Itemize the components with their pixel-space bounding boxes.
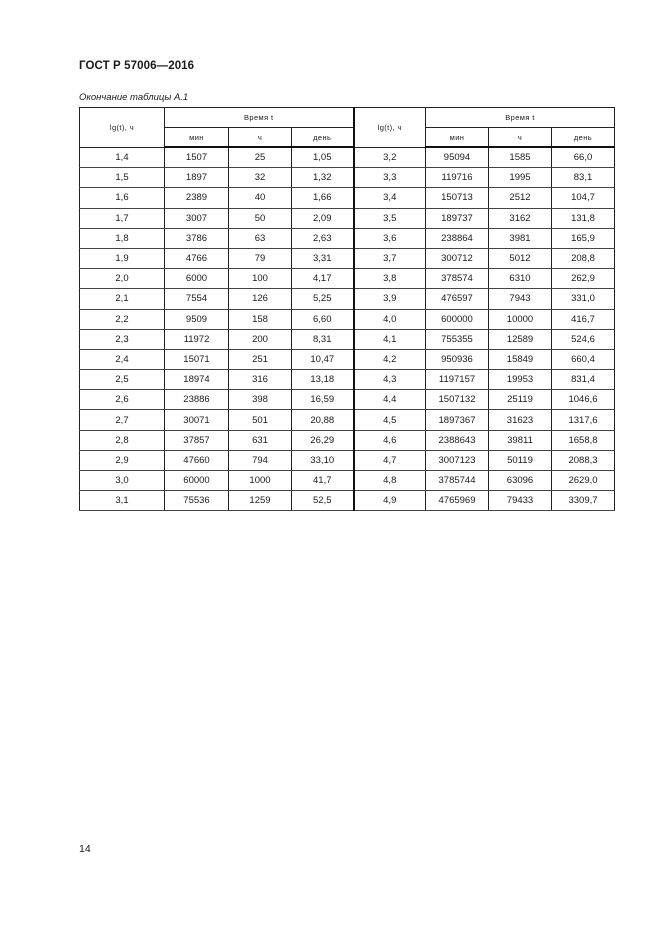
table-cell: 2,0 [80, 269, 165, 289]
table-cell: 41,7 [292, 471, 354, 491]
header-lg-right: lg(t), ч [354, 108, 426, 148]
table-cell: 200 [229, 329, 292, 349]
table-cell: 23886 [165, 390, 229, 410]
table-cell: 16,59 [292, 390, 354, 410]
table-cell: 18974 [165, 370, 229, 390]
table-cell: 4,9 [354, 491, 426, 511]
table-cell: 600000 [426, 309, 489, 329]
table-cell: 1585 [489, 147, 552, 168]
table-cell: 4,2 [354, 349, 426, 369]
table-cell: 4,8 [354, 471, 426, 491]
table-cell: 7943 [489, 289, 552, 309]
table-cell: 238864 [426, 228, 489, 248]
table-cell: 15849 [489, 349, 552, 369]
table-row [80, 410, 615, 430]
table-cell: 37857 [165, 430, 229, 450]
table-cell: 9509 [165, 309, 229, 329]
table-cell: 524,6 [552, 329, 615, 349]
table-cell: 1317,6 [552, 410, 615, 430]
header-min-left: мин [165, 128, 229, 148]
table-cell: 50119 [489, 450, 552, 470]
table-cell: 50 [229, 208, 292, 228]
table-cell: 4765969 [426, 491, 489, 511]
table-row [80, 188, 615, 208]
table-row [80, 147, 615, 168]
table-cell: 1897 [165, 168, 229, 188]
table-cell: 104,7 [552, 188, 615, 208]
table-cell: 119716 [426, 168, 489, 188]
table-cell: 20,88 [292, 410, 354, 430]
table-cell: 2,1 [80, 289, 165, 309]
table-cell: 126 [229, 289, 292, 309]
table-cell: 476597 [426, 289, 489, 309]
header-min-right: мин [426, 128, 489, 148]
table-cell: 165,9 [552, 228, 615, 248]
document-header: ГОСТ Р 57006—2016 [79, 60, 195, 72]
table-cell: 2629,0 [552, 471, 615, 491]
table-cell: 63096 [489, 471, 552, 491]
table-cell: 1197157 [426, 370, 489, 390]
table-cell: 60000 [165, 471, 229, 491]
table-cell: 4,0 [354, 309, 426, 329]
table-cell: 1,6 [80, 188, 165, 208]
table-cell: 1,05 [292, 147, 354, 168]
table-caption: Окончание таблицы А.1 [79, 92, 189, 103]
table-cell: 75536 [165, 491, 229, 511]
table-cell: 95094 [426, 147, 489, 168]
table-cell: 660,4 [552, 349, 615, 369]
table-cell: 3309,7 [552, 491, 615, 511]
table-cell: 79433 [489, 491, 552, 511]
page-number: 14 [79, 843, 91, 855]
table-cell: 398 [229, 390, 292, 410]
table-cell: 1,4 [80, 147, 165, 168]
table-cell: 26,29 [292, 430, 354, 450]
table-cell: 12589 [489, 329, 552, 349]
table-cell: 1,5 [80, 168, 165, 188]
table-cell: 2,8 [80, 430, 165, 450]
table-cell: 1000 [229, 471, 292, 491]
table-cell: 2,6 [80, 390, 165, 410]
table-cell: 13,18 [292, 370, 354, 390]
table-cell: 66,0 [552, 147, 615, 168]
header-time-left: Время t [165, 108, 354, 128]
table-row [80, 370, 615, 390]
table-cell: 1046,6 [552, 390, 615, 410]
table-cell: 3007123 [426, 450, 489, 470]
table-cell: 52,5 [292, 491, 354, 511]
table-cell: 1259 [229, 491, 292, 511]
table-cell: 4766 [165, 248, 229, 268]
table-cell: 19953 [489, 370, 552, 390]
table-cell: 3,4 [354, 188, 426, 208]
table-cell: 251 [229, 349, 292, 369]
table-cell: 3,2 [354, 147, 426, 168]
table-cell: 950936 [426, 349, 489, 369]
table-cell: 2388643 [426, 430, 489, 450]
table-row [80, 390, 615, 410]
header-h-right: ч [489, 128, 552, 148]
table-row [80, 269, 615, 289]
table-cell: 2,09 [292, 208, 354, 228]
table-cell: 3,31 [292, 248, 354, 268]
table-cell: 10,47 [292, 349, 354, 369]
table-row [80, 289, 615, 309]
table-cell: 794 [229, 450, 292, 470]
table-cell: 4,7 [354, 450, 426, 470]
table-cell: 3,1 [80, 491, 165, 511]
table-cell: 4,3 [354, 370, 426, 390]
table-cell: 262,9 [552, 269, 615, 289]
table-cell: 2389 [165, 188, 229, 208]
table-cell: 2,7 [80, 410, 165, 430]
table-cell: 2512 [489, 188, 552, 208]
table-cell: 2,63 [292, 228, 354, 248]
table-row [80, 430, 615, 450]
table-row [80, 309, 615, 329]
table-cell: 755355 [426, 329, 489, 349]
header-lg-left: lg(t), ч [80, 108, 165, 148]
data-table [79, 107, 615, 511]
table-cell: 208,8 [552, 248, 615, 268]
table-cell: 631 [229, 430, 292, 450]
table-cell: 3007 [165, 208, 229, 228]
table-cell: 6310 [489, 269, 552, 289]
table-cell: 32 [229, 168, 292, 188]
table-cell: 2,4 [80, 349, 165, 369]
table-cell: 100 [229, 269, 292, 289]
table-cell: 1,66 [292, 188, 354, 208]
table-cell: 316 [229, 370, 292, 390]
table-cell: 31623 [489, 410, 552, 430]
table-cell: 4,17 [292, 269, 354, 289]
table-cell: 3786 [165, 228, 229, 248]
table-cell: 131,8 [552, 208, 615, 228]
table-cell: 25 [229, 147, 292, 168]
table-cell: 6000 [165, 269, 229, 289]
table-cell: 3162 [489, 208, 552, 228]
table-cell: 1,7 [80, 208, 165, 228]
table-cell: 7554 [165, 289, 229, 309]
table-cell: 1507132 [426, 390, 489, 410]
table-cell: 30071 [165, 410, 229, 430]
table-cell: 2,2 [80, 309, 165, 329]
table-row [80, 450, 615, 470]
table-cell: 3,6 [354, 228, 426, 248]
table-cell: 2,5 [80, 370, 165, 390]
table-row [80, 329, 615, 349]
table-cell: 158 [229, 309, 292, 329]
table-cell: 3981 [489, 228, 552, 248]
table-cell: 4,4 [354, 390, 426, 410]
table-cell: 2,9 [80, 450, 165, 470]
table-cell: 1897367 [426, 410, 489, 430]
table-cell: 189737 [426, 208, 489, 228]
table-cell: 331,0 [552, 289, 615, 309]
table-row [80, 349, 615, 369]
header-h-left: ч [229, 128, 292, 148]
table-cell: 3,5 [354, 208, 426, 228]
table-cell: 5,25 [292, 289, 354, 309]
table-cell: 378574 [426, 269, 489, 289]
table-cell: 1,32 [292, 168, 354, 188]
table-cell: 63 [229, 228, 292, 248]
table-cell: 15071 [165, 349, 229, 369]
header-day-right: день [552, 128, 615, 148]
header-day-left: день [292, 128, 354, 148]
table-cell: 4,1 [354, 329, 426, 349]
table-cell: 2,3 [80, 329, 165, 349]
table-cell: 1,9 [80, 248, 165, 268]
header-time-right: Время t [426, 108, 615, 128]
table-cell: 4,6 [354, 430, 426, 450]
table-cell: 6,60 [292, 309, 354, 329]
table-cell: 3,0 [80, 471, 165, 491]
table-cell: 3785744 [426, 471, 489, 491]
table-cell: 1995 [489, 168, 552, 188]
table-cell: 416,7 [552, 309, 615, 329]
table-row [80, 208, 615, 228]
table-cell: 1507 [165, 147, 229, 168]
table-row [80, 491, 615, 511]
table-cell: 300712 [426, 248, 489, 268]
table-cell: 47660 [165, 450, 229, 470]
table-cell: 3,8 [354, 269, 426, 289]
table-cell: 10000 [489, 309, 552, 329]
table-cell: 39811 [489, 430, 552, 450]
table-cell: 501 [229, 410, 292, 430]
table-cell: 4,5 [354, 410, 426, 430]
table-body [80, 147, 615, 511]
table-cell: 25119 [489, 390, 552, 410]
table-cell: 33,10 [292, 450, 354, 470]
table-cell: 83,1 [552, 168, 615, 188]
table-row [80, 228, 615, 248]
table-cell: 3,9 [354, 289, 426, 309]
table-row [80, 471, 615, 491]
table-cell: 150713 [426, 188, 489, 208]
table-row [80, 248, 615, 268]
table-cell: 8,31 [292, 329, 354, 349]
table-cell: 11972 [165, 329, 229, 349]
table-cell: 831,4 [552, 370, 615, 390]
table-cell: 40 [229, 188, 292, 208]
table-cell: 2088,3 [552, 450, 615, 470]
table-cell: 79 [229, 248, 292, 268]
table-cell: 5012 [489, 248, 552, 268]
table-row [80, 168, 615, 188]
table-cell: 1658,8 [552, 430, 615, 450]
table-cell: 3,7 [354, 248, 426, 268]
table-cell: 3,3 [354, 168, 426, 188]
table-cell: 1,8 [80, 228, 165, 248]
